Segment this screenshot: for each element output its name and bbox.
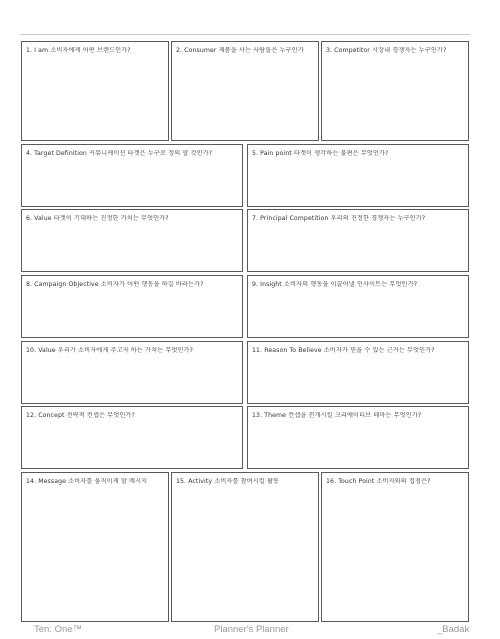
section-box-6[interactable] (21, 209, 243, 272)
section-box-14[interactable] (21, 472, 169, 622)
section-label-value-offered: 10. Value 우리가 소비자에게 주고자 하는 가치는 무엇인가? (26, 347, 194, 354)
section-box-12[interactable] (21, 406, 243, 469)
section-label-concept: 12. Concept 전략적 컨셉은 무엇인가? (26, 412, 135, 419)
section-label-value-expected: 6. Value 타겟이 기대하는 진정한 가치는 무엇인가? (26, 215, 169, 222)
section-label-i-am: 1. I am 소비자에게 어떤 브랜드인가? (26, 47, 131, 54)
section-label-consumer: 2. Consumer 제품을 사는 사람들은 누구인가 (176, 47, 304, 54)
section-box-3[interactable] (321, 41, 469, 141)
section-label-target-definition: 4. Target Definition 커뮤니케이션 타겟은 누구로 정의 할 것인가? (26, 150, 213, 157)
section-box-5[interactable] (247, 144, 469, 207)
section-label-competitor: 3. Competitor 시장내 경쟁자는 누구인가? (326, 47, 447, 54)
section-box-8[interactable] (21, 275, 243, 338)
section-box-15[interactable] (171, 472, 319, 622)
section-box-2[interactable] (171, 41, 319, 141)
section-box-1[interactable] (21, 41, 169, 141)
footer-title-center: Planner's Planner (214, 624, 289, 635)
section-box-10[interactable] (21, 341, 243, 404)
section-box-16[interactable] (321, 472, 469, 622)
section-label-pain-point: 5. Pain point 타겟이 생각하는 불편은 무엇인가? (252, 150, 389, 157)
section-label-activity: 15. Activity 소비자를 참여시킬 활동 (176, 478, 280, 485)
section-box-7[interactable] (247, 209, 469, 272)
section-label-message: 14. Message 소비자를 움직이게 할 메시지 (26, 478, 148, 485)
footer-brand-left: Ten: One™ (34, 624, 83, 635)
section-label-theme: 13. Theme 컨셉을 전개시킬 크리에이티브 테마는 무엇인가? (252, 412, 422, 419)
section-label-reason-to-believe: 11. Reason To Believe 소비자가 믿을 수 있는 근거는 무엇인가? (252, 347, 435, 354)
top-divider (20, 34, 470, 35)
footer-brand-right: _Badak (437, 624, 470, 635)
section-label-principal-competition: 7. Principal Competition 우리의 진정한 경쟁자는 누구인가? (252, 215, 426, 222)
section-box-4[interactable] (21, 144, 243, 207)
section-label-insight: 9. Insight 소비자의 행동을 이끌어낼 인사이트는 무엇인가? (252, 281, 418, 288)
section-label-touch-point: 16. Touch Point 소비자와의 접점은? (326, 478, 431, 485)
section-label-campaign-objective: 8. Campaign Objective 소비자가 어떤 행동을 하길 바라는가? (26, 281, 204, 288)
section-box-13[interactable] (247, 406, 469, 469)
section-box-9[interactable] (247, 275, 469, 338)
section-box-11[interactable] (247, 341, 469, 404)
